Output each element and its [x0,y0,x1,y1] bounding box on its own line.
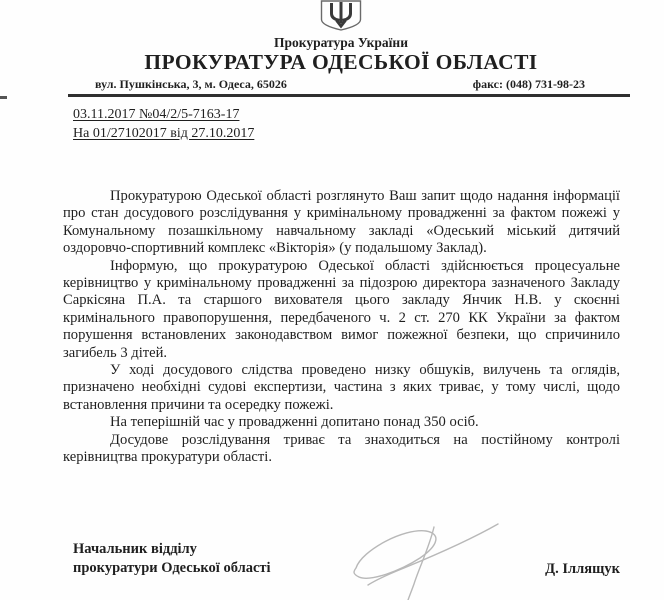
signer-title [73,540,271,577]
reference-block [73,106,254,143]
scan-artifact [0,96,7,99]
letterhead-divider [68,94,630,97]
paragraph: На теперішній час у провадженні допитано понад 350 осіб. [110,414,479,431]
org-address: вул. Пушкінська, 3, м. Одеса, 65026 [95,77,287,91]
outgoing-reference: 03.11.2017 №04/2/5-7163-17 [73,107,240,122]
paragraph: Інформую, що прокуратурою Одеської області здійснюється процесуальне керівництво у кримінальному провадженні за підозрою директора зазначеного Закладу Саркісяна П.А. та старшого вихователя цього закладу Янчик Н.В. у скоєнні кримінального правопорушення, передбаченого ч. 2 ст. 270 КК України за фактом порушення встановлених законодавством вимог пожежної безпеки, що спричинило загибель 3 дітей. [63,257,620,361]
incoming-reference: На 01/27102017 від 27.10.2017 [73,125,255,141]
org-parent-name: Прокуратура України [274,35,408,50]
signer-title-line1: Начальник відділу [73,541,197,557]
org-fax: факс: (048) 731-98-23 [472,77,585,91]
letterhead [60,0,622,74]
handwritten-signature [346,510,506,600]
ukraine-trident-emblem-icon [318,0,364,31]
address-row [95,77,585,92]
paragraph: У ході досудового слідства проведено низку обшуків, вилучень та оглядів, призначено необхідні судові експертизи, частина з яких триває, у тому числі, щодо встановлення причини та осередку пожежі. [63,362,620,413]
signer-name: Д. Іллящук [545,561,620,577]
paragraph: Досудове розслідування триває та знаходиться на постійному контролі керівництва прокуратури області. [63,431,620,466]
paragraph: Прокуратурою Одеської області розглянуто Ваш запит щодо надання інформації про стан досудового розслідування у кримінальному провадженні за фактом пожежі у Комунальному позашкільному навчальному закладі «Одеський міський дитячий оздоровчо-спортивний комплекс «Вікторія» (у подальшому Заклад). [63,188,620,257]
letter-body [63,188,620,467]
signer-title-line2: прокуратури Одеської області [73,559,271,576]
org-title: ПРОКУРАТУРА ОДЕСЬКОЇ ОБЛАСТІ [144,50,538,74]
